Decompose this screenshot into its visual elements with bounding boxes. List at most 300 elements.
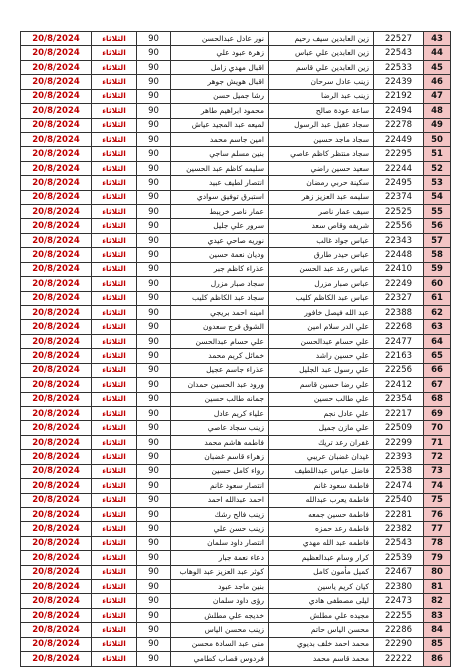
name-cell: ليلى مصطفى هادي bbox=[269, 594, 374, 608]
day-cell: الثلاثاء bbox=[92, 161, 137, 175]
companion-name-cell: بنين مسلم ساجي bbox=[171, 147, 269, 161]
companion-name-cell: رواء كامل حسين bbox=[171, 464, 269, 478]
companion-name-cell: سليمه كاظم عبد الحسين bbox=[171, 161, 269, 175]
date-cell: 20/8/2024 bbox=[21, 623, 92, 637]
table-row bbox=[21, 580, 451, 594]
table-row bbox=[21, 306, 451, 320]
score-cell: 90 bbox=[137, 435, 171, 449]
sequence-cell: 63 bbox=[424, 320, 451, 334]
score-cell: 90 bbox=[137, 334, 171, 348]
score-cell: 90 bbox=[137, 118, 171, 132]
sequence-cell: 50 bbox=[424, 132, 451, 146]
table-row bbox=[21, 551, 451, 565]
code-cell: 22281 bbox=[374, 507, 424, 521]
code-cell: 22509 bbox=[374, 421, 424, 435]
day-cell: الثلاثاء bbox=[92, 652, 137, 666]
table-row bbox=[21, 349, 451, 363]
day-cell: الثلاثاء bbox=[92, 637, 137, 651]
code-cell: 22268 bbox=[374, 320, 424, 334]
score-cell: 90 bbox=[137, 594, 171, 608]
date-cell: 20/8/2024 bbox=[21, 479, 92, 493]
date-cell: 20/8/2024 bbox=[21, 551, 92, 565]
date-cell: 20/8/2024 bbox=[21, 161, 92, 175]
companion-name-cell: كوثر عبد العزيز عبد الوهاب bbox=[171, 565, 269, 579]
code-cell: 22380 bbox=[374, 580, 424, 594]
code-cell: 22299 bbox=[374, 435, 424, 449]
code-cell: 22295 bbox=[374, 147, 424, 161]
day-cell: الثلاثاء bbox=[92, 132, 137, 146]
companion-name-cell: عمار ناصر خريبط bbox=[171, 205, 269, 219]
code-cell: 22448 bbox=[374, 248, 424, 262]
sequence-cell: 76 bbox=[424, 507, 451, 521]
sequence-cell: 71 bbox=[424, 435, 451, 449]
table-row bbox=[21, 60, 451, 74]
day-cell: الثلاثاء bbox=[92, 118, 137, 132]
score-cell: 90 bbox=[137, 608, 171, 622]
name-cell: فاطمة رعد حمزه bbox=[269, 522, 374, 536]
table-row bbox=[21, 233, 451, 247]
table-row bbox=[21, 363, 451, 377]
day-cell: الثلاثاء bbox=[92, 248, 137, 262]
companion-name-cell: استبرق توفيق سوادي bbox=[171, 190, 269, 204]
table-row bbox=[21, 464, 451, 478]
date-cell: 20/8/2024 bbox=[21, 233, 92, 247]
companion-name-cell: رشا جميل حسن bbox=[171, 89, 269, 103]
results-table-body bbox=[21, 32, 451, 667]
date-cell: 20/8/2024 bbox=[21, 507, 92, 521]
companion-name-cell: انتصار داود سلمان bbox=[171, 536, 269, 550]
score-cell: 90 bbox=[137, 60, 171, 74]
score-cell: 90 bbox=[137, 161, 171, 175]
table-row bbox=[21, 608, 451, 622]
sequence-cell: 69 bbox=[424, 406, 451, 420]
sequence-cell: 77 bbox=[424, 522, 451, 536]
code-cell: 22467 bbox=[374, 565, 424, 579]
date-cell: 20/8/2024 bbox=[21, 262, 92, 276]
score-cell: 90 bbox=[137, 637, 171, 651]
score-cell: 90 bbox=[137, 176, 171, 190]
companion-name-cell: اقبال هويش جوهر bbox=[171, 75, 269, 89]
companion-name-cell: زهراء قاسم غضبان bbox=[171, 450, 269, 464]
date-cell: 20/8/2024 bbox=[21, 349, 92, 363]
day-cell: الثلاثاء bbox=[92, 262, 137, 276]
sequence-cell: 68 bbox=[424, 392, 451, 406]
score-cell: 90 bbox=[137, 248, 171, 262]
date-cell: 20/8/2024 bbox=[21, 522, 92, 536]
companion-name-cell: فاطمه هاشم محمد bbox=[171, 435, 269, 449]
table-row bbox=[21, 219, 451, 233]
date-cell: 20/8/2024 bbox=[21, 464, 92, 478]
sequence-cell: 44 bbox=[424, 46, 451, 60]
sequence-cell: 57 bbox=[424, 233, 451, 247]
code-cell: 22556 bbox=[374, 219, 424, 233]
day-cell: الثلاثاء bbox=[92, 551, 137, 565]
table-row bbox=[21, 378, 451, 392]
day-cell: الثلاثاء bbox=[92, 349, 137, 363]
companion-name-cell: نور عادل عبدالحسن bbox=[171, 32, 269, 46]
sequence-cell: 83 bbox=[424, 608, 451, 622]
code-cell: 22255 bbox=[374, 608, 424, 622]
name-cell: محمد قاسم محمد bbox=[269, 652, 374, 666]
date-cell: 20/8/2024 bbox=[21, 493, 92, 507]
date-cell: 20/8/2024 bbox=[21, 363, 92, 377]
code-cell: 22343 bbox=[374, 233, 424, 247]
name-cell: سليمه عبد العزيز زهر bbox=[269, 190, 374, 204]
day-cell: الثلاثاء bbox=[92, 233, 137, 247]
code-cell: 22382 bbox=[374, 522, 424, 536]
day-cell: الثلاثاء bbox=[92, 147, 137, 161]
name-cell: زين العابدين علي عباس bbox=[269, 46, 374, 60]
code-cell: 22354 bbox=[374, 392, 424, 406]
companion-name-cell: وديان نعمة حسين bbox=[171, 248, 269, 262]
day-cell: الثلاثاء bbox=[92, 450, 137, 464]
name-cell: علي عادل نجم bbox=[269, 406, 374, 420]
date-cell: 20/8/2024 bbox=[21, 406, 92, 420]
score-cell: 90 bbox=[137, 421, 171, 435]
name-cell: علي طالب حسين bbox=[269, 392, 374, 406]
score-cell: 90 bbox=[137, 493, 171, 507]
sequence-cell: 48 bbox=[424, 104, 451, 118]
date-cell: 20/8/2024 bbox=[21, 32, 92, 46]
companion-name-cell: دعاء نعمة جبار bbox=[171, 551, 269, 565]
sequence-cell: 43 bbox=[424, 32, 451, 46]
day-cell: الثلاثاء bbox=[92, 435, 137, 449]
score-cell: 90 bbox=[137, 551, 171, 565]
date-cell: 20/8/2024 bbox=[21, 334, 92, 348]
score-cell: 90 bbox=[137, 306, 171, 320]
code-cell: 22449 bbox=[374, 132, 424, 146]
sequence-cell: 54 bbox=[424, 190, 451, 204]
score-cell: 90 bbox=[137, 219, 171, 233]
score-cell: 90 bbox=[137, 623, 171, 637]
name-cell: ساعة عودة صالح bbox=[269, 104, 374, 118]
name-cell: سكينة حربي رمضان bbox=[269, 176, 374, 190]
date-cell: 20/8/2024 bbox=[21, 277, 92, 291]
code-cell: 22533 bbox=[374, 60, 424, 74]
name-cell: شريفه وقاص سعد bbox=[269, 219, 374, 233]
sequence-cell: 73 bbox=[424, 464, 451, 478]
score-cell: 90 bbox=[137, 89, 171, 103]
companion-name-cell: سجاد صبار مزرل bbox=[171, 277, 269, 291]
table-row bbox=[21, 262, 451, 276]
code-cell: 22525 bbox=[374, 205, 424, 219]
date-cell: 20/8/2024 bbox=[21, 89, 92, 103]
companion-name-cell: جمانه طالب حسين bbox=[171, 392, 269, 406]
date-cell: 20/8/2024 bbox=[21, 306, 92, 320]
day-cell: الثلاثاء bbox=[92, 392, 137, 406]
date-cell: 20/8/2024 bbox=[21, 637, 92, 651]
name-cell: فاطمة حسين جمعه bbox=[269, 507, 374, 521]
score-cell: 90 bbox=[137, 104, 171, 118]
day-cell: الثلاثاء bbox=[92, 291, 137, 305]
table-row bbox=[21, 46, 451, 60]
date-cell: 20/8/2024 bbox=[21, 320, 92, 334]
code-cell: 22278 bbox=[374, 118, 424, 132]
score-cell: 90 bbox=[137, 378, 171, 392]
date-cell: 20/8/2024 bbox=[21, 205, 92, 219]
sequence-cell: 70 bbox=[424, 421, 451, 435]
code-cell: 22192 bbox=[374, 89, 424, 103]
date-cell: 20/8/2024 bbox=[21, 60, 92, 74]
name-cell: عباس عبد الكاظم كليب bbox=[269, 291, 374, 305]
score-cell: 90 bbox=[137, 262, 171, 276]
name-cell: سيف عمار ناصر bbox=[269, 205, 374, 219]
name-cell: غفران رعد تريك bbox=[269, 435, 374, 449]
table-row bbox=[21, 190, 451, 204]
table-row bbox=[21, 406, 451, 420]
sequence-cell: 55 bbox=[424, 205, 451, 219]
name-cell: علي رسول عبد الجليل bbox=[269, 363, 374, 377]
code-cell: 22412 bbox=[374, 378, 424, 392]
sequence-cell: 51 bbox=[424, 147, 451, 161]
code-cell: 22374 bbox=[374, 190, 424, 204]
companion-name-cell: زهرة عبود علي bbox=[171, 46, 269, 60]
sequence-cell: 65 bbox=[424, 349, 451, 363]
score-cell: 90 bbox=[137, 464, 171, 478]
name-cell: كميل مأمون كامل bbox=[269, 565, 374, 579]
code-cell: 22163 bbox=[374, 349, 424, 363]
companion-name-cell: زينب سجاد عاصي bbox=[171, 421, 269, 435]
sequence-cell: 53 bbox=[424, 176, 451, 190]
sequence-cell: 52 bbox=[424, 161, 451, 175]
name-cell: فاطمة يعرب عبدالله bbox=[269, 493, 374, 507]
name-cell: علي حسين راشد bbox=[269, 349, 374, 363]
table-row bbox=[21, 277, 451, 291]
table-row bbox=[21, 161, 451, 175]
table-row bbox=[21, 104, 451, 118]
sequence-cell: 84 bbox=[424, 623, 451, 637]
day-cell: الثلاثاء bbox=[92, 46, 137, 60]
code-cell: 22286 bbox=[374, 623, 424, 637]
table-row bbox=[21, 652, 451, 666]
score-cell: 90 bbox=[137, 190, 171, 204]
table-row bbox=[21, 536, 451, 550]
score-cell: 90 bbox=[137, 291, 171, 305]
code-cell: 22477 bbox=[374, 334, 424, 348]
sequence-cell: 64 bbox=[424, 334, 451, 348]
companion-name-cell: زينب حسن علي bbox=[171, 522, 269, 536]
companion-name-cell: امين جاسم محمد bbox=[171, 132, 269, 146]
code-cell: 22527 bbox=[374, 32, 424, 46]
name-cell: عباس حيدر طارق bbox=[269, 248, 374, 262]
sequence-cell: 58 bbox=[424, 248, 451, 262]
results-table bbox=[20, 31, 451, 667]
sequence-cell: 59 bbox=[424, 262, 451, 276]
date-cell: 20/8/2024 bbox=[21, 608, 92, 622]
score-cell: 90 bbox=[137, 450, 171, 464]
day-cell: الثلاثاء bbox=[92, 104, 137, 118]
sequence-cell: 72 bbox=[424, 450, 451, 464]
code-cell: 22543 bbox=[374, 46, 424, 60]
sequence-cell: 49 bbox=[424, 118, 451, 132]
sequence-cell: 86 bbox=[424, 652, 451, 666]
name-cell: عباس صبار مزرل bbox=[269, 277, 374, 291]
score-cell: 90 bbox=[137, 277, 171, 291]
table-row bbox=[21, 450, 451, 464]
companion-name-cell: زينب فالح رشك bbox=[171, 507, 269, 521]
name-cell: فاضل عباس عبداللطيف bbox=[269, 464, 374, 478]
sequence-cell: 80 bbox=[424, 565, 451, 579]
companion-name-cell: امينه احمد بريجي bbox=[171, 306, 269, 320]
day-cell: الثلاثاء bbox=[92, 479, 137, 493]
name-cell: كيان كريم ياسين bbox=[269, 580, 374, 594]
code-cell: 22494 bbox=[374, 104, 424, 118]
score-cell: 90 bbox=[137, 132, 171, 146]
companion-name-cell: نوريه صاحي عيدي bbox=[171, 233, 269, 247]
name-cell: محسن الياس حاتم bbox=[269, 623, 374, 637]
companion-name-cell: علياء كريم عادل bbox=[171, 406, 269, 420]
day-cell: الثلاثاء bbox=[92, 493, 137, 507]
companion-name-cell: انتصار لطيف عبيد bbox=[171, 176, 269, 190]
name-cell: سجاد عقيل عبد الرسول bbox=[269, 118, 374, 132]
date-cell: 20/8/2024 bbox=[21, 248, 92, 262]
date-cell: 20/8/2024 bbox=[21, 104, 92, 118]
day-cell: الثلاثاء bbox=[92, 334, 137, 348]
companion-name-cell: لميعه عبد المجيد عياش bbox=[171, 118, 269, 132]
day-cell: الثلاثاء bbox=[92, 190, 137, 204]
table-row bbox=[21, 392, 451, 406]
day-cell: الثلاثاء bbox=[92, 565, 137, 579]
day-cell: الثلاثاء bbox=[92, 277, 137, 291]
table-row bbox=[21, 205, 451, 219]
name-cell: سعيد حسين راضي bbox=[269, 161, 374, 175]
score-cell: 90 bbox=[137, 392, 171, 406]
companion-name-cell: رؤى داود سلمان bbox=[171, 594, 269, 608]
code-cell: 22388 bbox=[374, 306, 424, 320]
table-row bbox=[21, 147, 451, 161]
date-cell: 20/8/2024 bbox=[21, 118, 92, 132]
sequence-cell: 75 bbox=[424, 493, 451, 507]
day-cell: الثلاثاء bbox=[92, 378, 137, 392]
table-row bbox=[21, 75, 451, 89]
date-cell: 20/8/2024 bbox=[21, 392, 92, 406]
day-cell: الثلاثاء bbox=[92, 60, 137, 74]
companion-name-cell: الشوق فرج سعدون bbox=[171, 320, 269, 334]
table-row bbox=[21, 623, 451, 637]
code-cell: 22473 bbox=[374, 594, 424, 608]
day-cell: الثلاثاء bbox=[92, 306, 137, 320]
table-row bbox=[21, 565, 451, 579]
date-cell: 20/8/2024 bbox=[21, 565, 92, 579]
table-row bbox=[21, 248, 451, 262]
table-row bbox=[21, 435, 451, 449]
date-cell: 20/8/2024 bbox=[21, 291, 92, 305]
date-cell: 20/8/2024 bbox=[21, 594, 92, 608]
day-cell: الثلاثاء bbox=[92, 464, 137, 478]
code-cell: 22256 bbox=[374, 363, 424, 377]
date-cell: 20/8/2024 bbox=[21, 46, 92, 60]
day-cell: الثلاثاء bbox=[92, 320, 137, 334]
results-sheet bbox=[20, 31, 451, 667]
score-cell: 90 bbox=[137, 205, 171, 219]
date-cell: 20/8/2024 bbox=[21, 190, 92, 204]
table-row bbox=[21, 637, 451, 651]
companion-name-cell: محمود ابراهيم طاهر bbox=[171, 104, 269, 118]
code-cell: 22410 bbox=[374, 262, 424, 276]
sequence-cell: 78 bbox=[424, 536, 451, 550]
code-cell: 22327 bbox=[374, 291, 424, 305]
name-cell: محمد احمد خلف بديوي bbox=[269, 637, 374, 651]
day-cell: الثلاثاء bbox=[92, 75, 137, 89]
table-row bbox=[21, 132, 451, 146]
date-cell: 20/8/2024 bbox=[21, 147, 92, 161]
day-cell: الثلاثاء bbox=[92, 608, 137, 622]
day-cell: الثلاثاء bbox=[92, 536, 137, 550]
date-cell: 20/8/2024 bbox=[21, 536, 92, 550]
table-row bbox=[21, 522, 451, 536]
date-cell: 20/8/2024 bbox=[21, 176, 92, 190]
score-cell: 90 bbox=[137, 536, 171, 550]
day-cell: الثلاثاء bbox=[92, 363, 137, 377]
table-row bbox=[21, 118, 451, 132]
date-cell: 20/8/2024 bbox=[21, 580, 92, 594]
sequence-cell: 61 bbox=[424, 291, 451, 305]
day-cell: الثلاثاء bbox=[92, 594, 137, 608]
name-cell: علي رضا حسين قاسم bbox=[269, 378, 374, 392]
name-cell: غيدان غضبان عريبي bbox=[269, 450, 374, 464]
code-cell: 22539 bbox=[374, 551, 424, 565]
name-cell: زين العابدين علي قاسم bbox=[269, 60, 374, 74]
sequence-cell: 66 bbox=[424, 363, 451, 377]
score-cell: 90 bbox=[137, 652, 171, 666]
name-cell: عباس جواد غالب bbox=[269, 233, 374, 247]
table-row bbox=[21, 493, 451, 507]
code-cell: 22217 bbox=[374, 406, 424, 420]
name-cell: عباس رعد عبد الحسن bbox=[269, 262, 374, 276]
companion-name-cell: علي حسام عبدالحسن bbox=[171, 334, 269, 348]
table-row bbox=[21, 479, 451, 493]
companion-name-cell: عذراء جاسم عجيل bbox=[171, 363, 269, 377]
score-cell: 90 bbox=[137, 32, 171, 46]
code-cell: 22474 bbox=[374, 479, 424, 493]
name-cell: فاطمة سعود غانم bbox=[269, 479, 374, 493]
sequence-cell: 74 bbox=[424, 479, 451, 493]
companion-name-cell: انتصار سعود غانم bbox=[171, 479, 269, 493]
table-row bbox=[21, 594, 451, 608]
name-cell: زين العابدين سيف رحيم bbox=[269, 32, 374, 46]
name-cell: مجيده علي مطلش bbox=[269, 608, 374, 622]
code-cell: 22540 bbox=[374, 493, 424, 507]
sequence-cell: 82 bbox=[424, 594, 451, 608]
companion-name-cell: خمائل كريم محمد bbox=[171, 349, 269, 363]
companion-name-cell: ورود عبد الحسين حمدان bbox=[171, 378, 269, 392]
companion-name-cell: فردوس قصاب كطامي bbox=[171, 652, 269, 666]
sequence-cell: 46 bbox=[424, 75, 451, 89]
code-cell: 22290 bbox=[374, 637, 424, 651]
name-cell: سجاد منتظر كاظم عاصي bbox=[269, 147, 374, 161]
score-cell: 90 bbox=[137, 46, 171, 60]
day-cell: الثلاثاء bbox=[92, 205, 137, 219]
sequence-cell: 67 bbox=[424, 378, 451, 392]
score-cell: 90 bbox=[137, 565, 171, 579]
day-cell: الثلاثاء bbox=[92, 219, 137, 233]
code-cell: 22538 bbox=[374, 464, 424, 478]
name-cell: زينب عادل سرحان bbox=[269, 75, 374, 89]
table-row bbox=[21, 291, 451, 305]
date-cell: 20/8/2024 bbox=[21, 652, 92, 666]
sequence-cell: 56 bbox=[424, 219, 451, 233]
score-cell: 90 bbox=[137, 349, 171, 363]
table-row bbox=[21, 89, 451, 103]
code-cell: 22543 bbox=[374, 536, 424, 550]
date-cell: 20/8/2024 bbox=[21, 132, 92, 146]
day-cell: الثلاثاء bbox=[92, 32, 137, 46]
companion-name-cell: سجاد عبد الكاظم كليب bbox=[171, 291, 269, 305]
companion-name-cell: بنين ماجد عبود bbox=[171, 580, 269, 594]
table-row bbox=[21, 421, 451, 435]
date-cell: 20/8/2024 bbox=[21, 219, 92, 233]
companion-name-cell: عذراء كاظم جبر bbox=[171, 262, 269, 276]
